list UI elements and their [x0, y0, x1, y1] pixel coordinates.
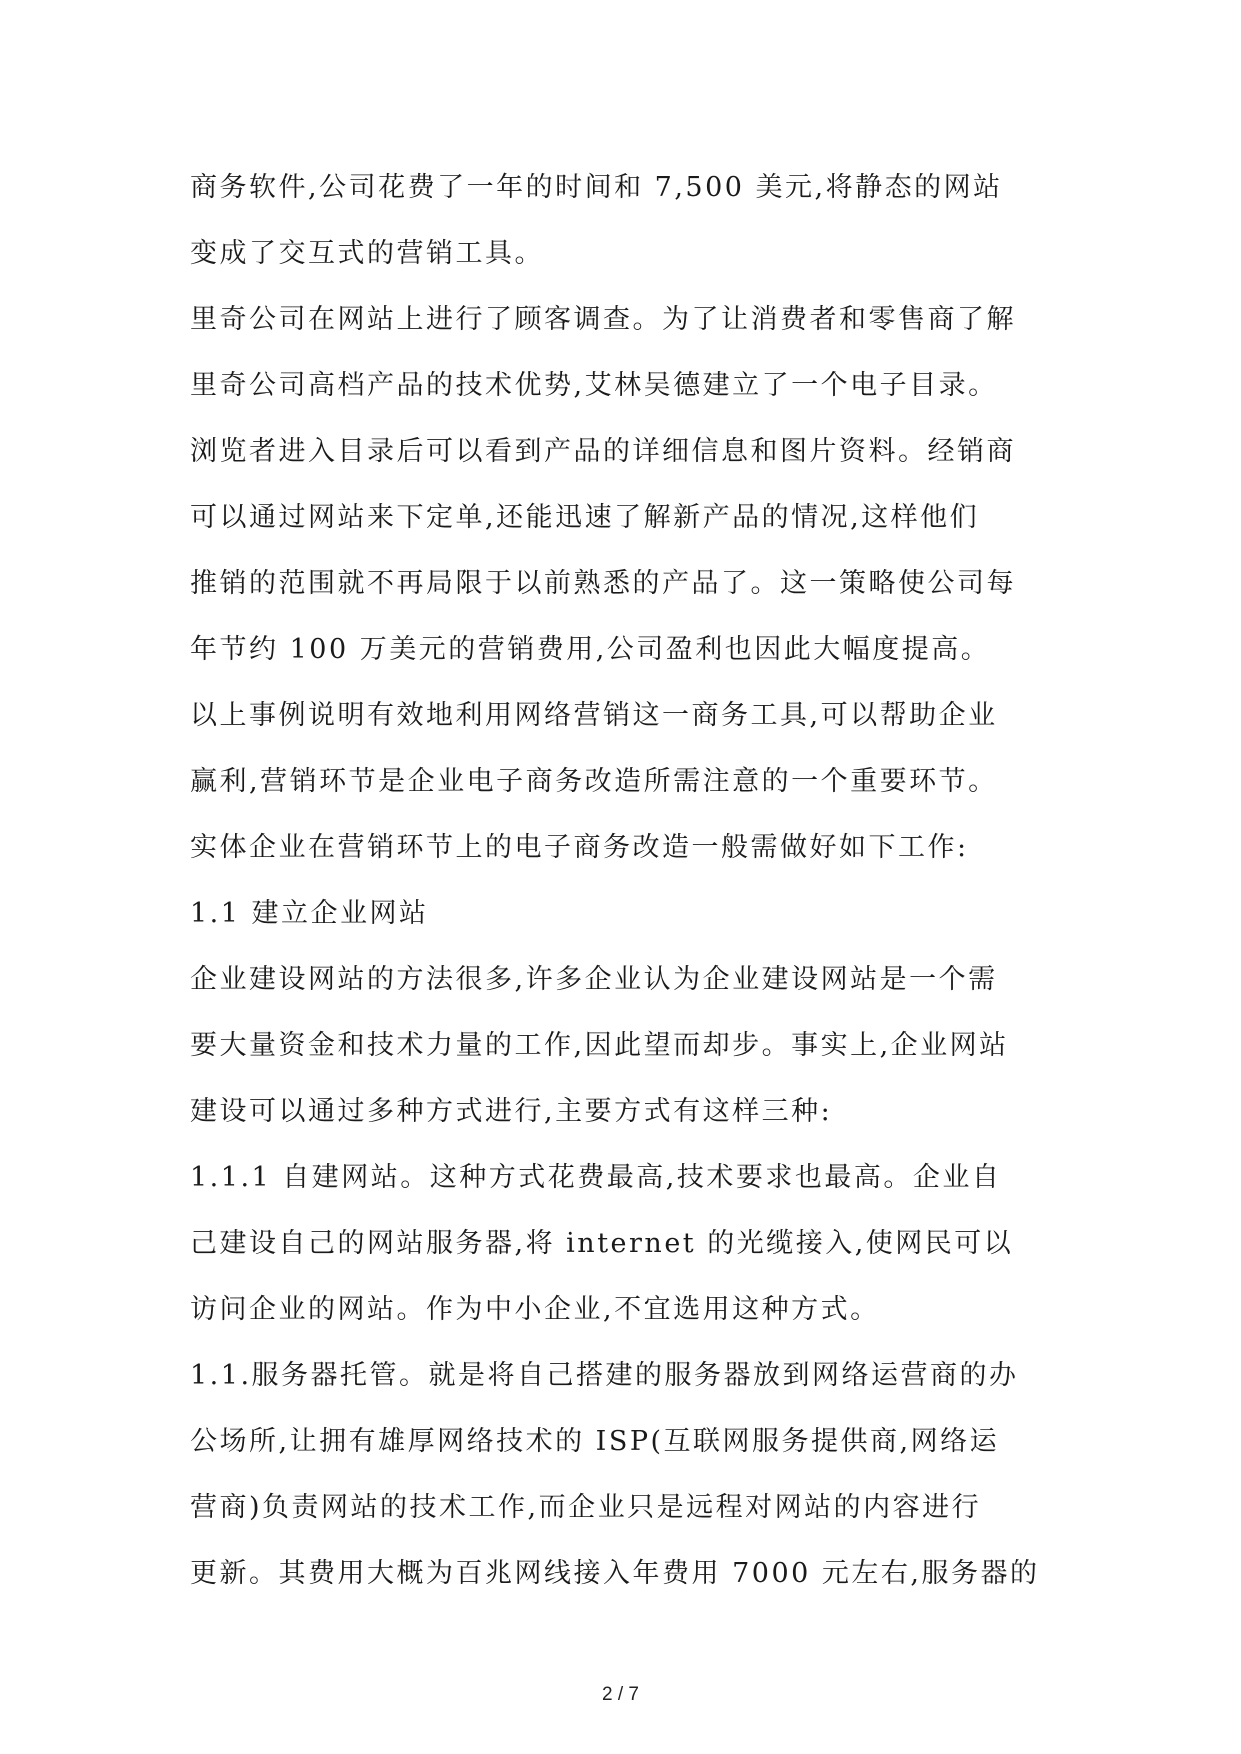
- text-line: 年节约 100 万美元的营销费用,公司盈利也因此大幅度提高。: [190, 634, 991, 665]
- text-line: 浏览者进入目录后可以看到产品的详细信息和图片资料。经销商: [190, 436, 1016, 467]
- text-line: 更新。其费用大概为百兆网线接入年费用 7000 元左右,服务器的: [190, 1558, 1040, 1589]
- text-line: 营商)负责网站的技术工作,而企业只是远程对网站的内容进行: [190, 1492, 982, 1523]
- page-number: 2 / 7: [602, 1684, 639, 1705]
- text-line: 以上事例说明有效地利用网络营销这一商务工具,可以帮助企业: [190, 700, 998, 731]
- text-line: 建设可以通过多种方式进行,主要方式有这样三种:: [190, 1096, 833, 1127]
- text-line: 企业建设网站的方法很多,许多企业认为企业建设网站是一个需: [190, 964, 998, 995]
- text-line: 实体企业在营销环节上的电子商务改造一般需做好如下工作:: [190, 832, 969, 863]
- text-line: 推销的范围就不再局限于以前熟悉的产品了。这一策略使公司每: [190, 568, 1016, 599]
- section-heading: 1.1 建立企业网站: [190, 898, 429, 929]
- text-line: 1.1.1 自建网站。这种方式花费最高,技术要求也最高。企业自: [190, 1162, 1002, 1193]
- text-line: 1.1.服务器托管。就是将自己搭建的服务器放到网络运营商的办: [190, 1360, 1019, 1391]
- body-text: [190, 160, 1060, 1612]
- text-line: 商务软件,公司花费了一年的时间和 7,500 美元,将静态的网站: [190, 172, 1003, 203]
- text-line: 里奇公司高档产品的技术优势,艾林吴德建立了一个电子目录。: [190, 370, 998, 401]
- text-line: 赢利,营销环节是企业电子商务改造所需注意的一个重要环节。: [190, 766, 998, 797]
- text-line: 公场所,让拥有雄厚网络技术的 ISP(互联网服务提供商,网络运: [190, 1426, 1000, 1457]
- text-line: 变成了交互式的营销工具。: [190, 238, 544, 269]
- text-line: 访问企业的网站。作为中小企业,不宜选用这种方式。: [190, 1294, 880, 1325]
- text-line: 里奇公司在网站上进行了顾客调查。为了让消费者和零售商了解: [190, 304, 1016, 335]
- text-line: 要大量资金和技术力量的工作,因此望而却步。事实上,企业网站: [190, 1030, 1009, 1061]
- text-line: 可以通过网站来下定单,还能迅速了解新产品的情况,这样他们: [190, 502, 980, 533]
- text-line: 己建设自己的网站服务器,将 internet 的光缆接入,使网民可以: [190, 1228, 1014, 1259]
